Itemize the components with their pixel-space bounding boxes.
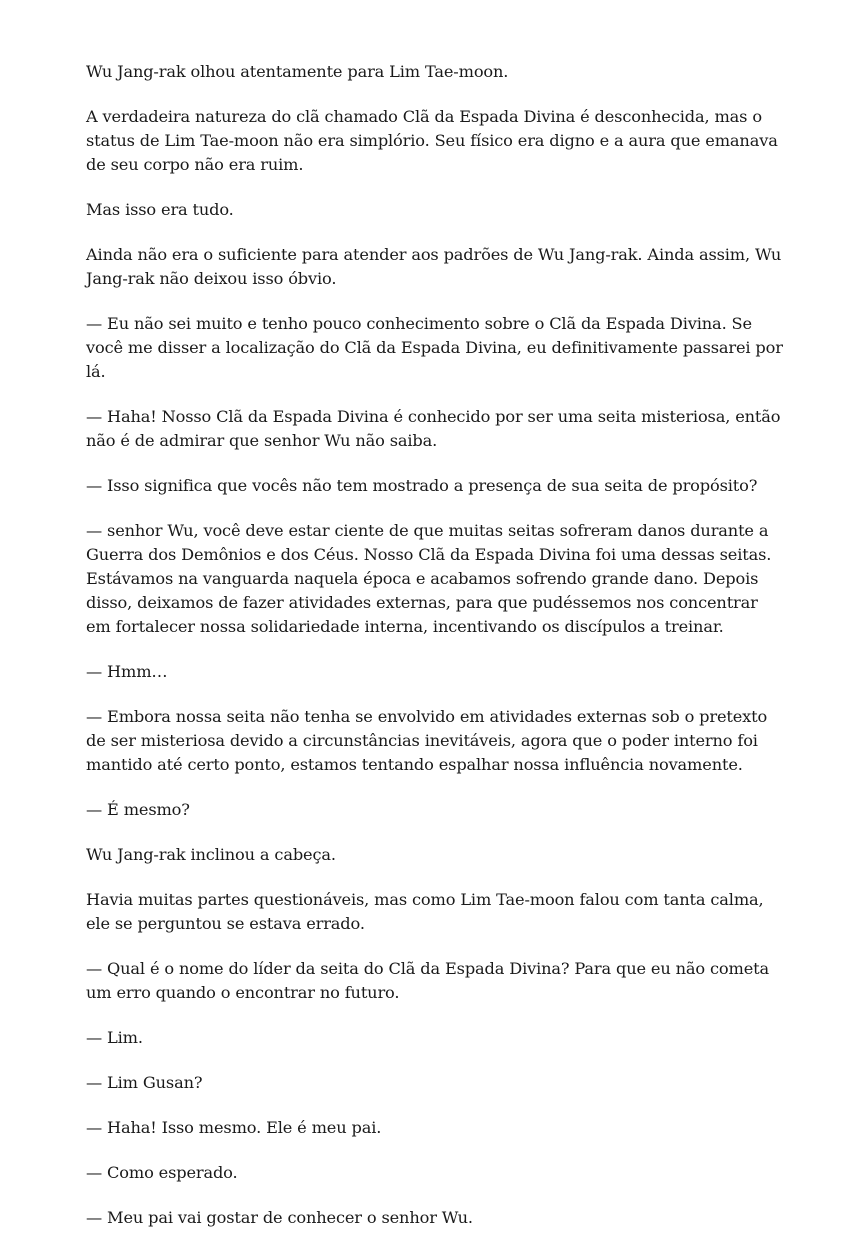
dialogue-paragraph: — Meu pai vai gostar de conhecer o senhor Wu.	[86, 1208, 473, 1227]
dialogue-paragraph: — Isso significa que vocês não tem mostrado a presença de sua seita de propósito?	[86, 476, 758, 495]
dialogue-paragraph: — Haha! Nosso Clã da Espada Divina é conhecido por ser uma seita misteriosa, então não é de admirar que senhor Wu não saiba.	[86, 407, 781, 450]
paragraph: Wu Jang-rak olhou atentamente para Lim Tae-moon.	[86, 62, 509, 81]
document-page	[86, 60, 786, 1251]
paragraph: Ainda não era o suficiente para atender aos padrões de Wu Jang-rak. Ainda assim, Wu Jang-rak não deixou isso óbvio.	[86, 245, 782, 288]
dialogue-paragraph: — Haha! Isso mesmo. Ele é meu pai.	[86, 1118, 382, 1137]
dialogue-paragraph: — Hmm…	[86, 662, 168, 681]
dialogue-paragraph: — Lim.	[86, 1028, 143, 1047]
paragraph: Wu Jang-rak inclinou a cabeça.	[86, 845, 336, 864]
dialogue-paragraph: — Qual é o nome do líder da seita do Clã da Espada Divina? Para que eu não cometa um erro quando o encontrar no futuro.	[86, 959, 769, 1002]
dialogue-paragraph: — senhor Wu, você deve estar ciente de que muitas seitas sofreram danos durante a Guerra dos Demônios e dos Céus. Nosso Clã da Espada Divina foi uma dessas seitas. Estávamos na vanguarda naquela época e acabamos sofrendo grande dano. Depois disso, deixamos de fazer atividades externas, para que pudéssemos nos concentrar em fortalecer nossa solidariedade interna, incentivando os discípulos a treinar.	[86, 521, 772, 636]
paragraph: Mas isso era tudo.	[86, 200, 234, 219]
dialogue-paragraph: — Como esperado.	[86, 1163, 238, 1182]
dialogue-paragraph: — Lim Gusan?	[86, 1073, 203, 1092]
paragraph: Havia muitas partes questionáveis, mas como Lim Tae-moon falou com tanta calma, ele se perguntou se estava errado.	[86, 890, 764, 933]
dialogue-paragraph: — Eu não sei muito e tenho pouco conhecimento sobre o Clã da Espada Divina. Se você me disser a localização do Clã da Espada Divina, eu definitivamente passarei por lá.	[86, 314, 783, 381]
dialogue-paragraph: — É mesmo?	[86, 800, 190, 819]
paragraph: A verdadeira natureza do clã chamado Clã da Espada Divina é desconhecida, mas o status de Lim Tae-moon não era simplório. Seu físico era digno e a aura que emanava de seu corpo não era ruim.	[86, 107, 778, 174]
dialogue-paragraph: — Embora nossa seita não tenha se envolvido em atividades externas sob o pretexto de ser misteriosa devido a circunstâncias inevitáveis, agora que o poder interno foi mantido até certo ponto, estamos tentando espalhar nossa influência novamente.	[86, 707, 768, 774]
